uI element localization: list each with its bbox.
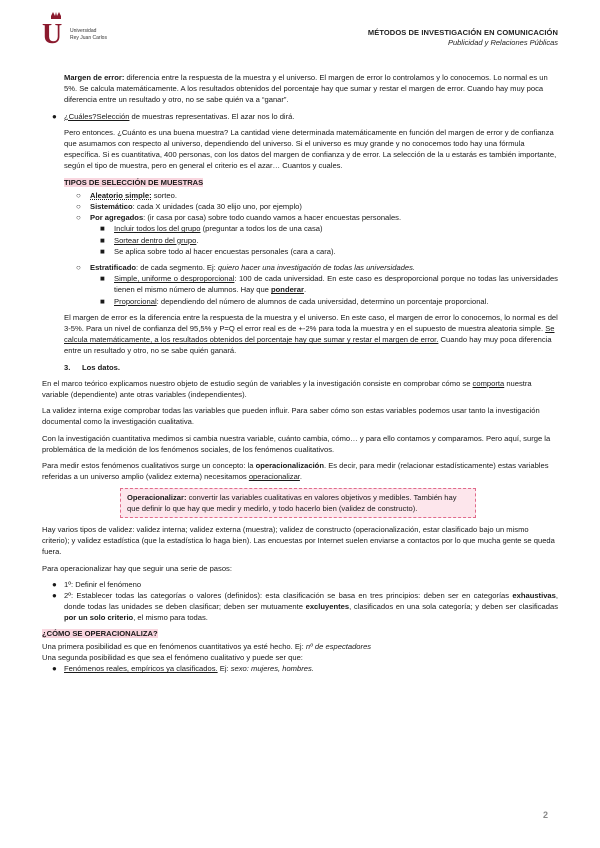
link-text[interactable]: ¿Cuáles?Selección <box>64 111 130 121</box>
paragraph: Hay varios tipos de validez: validez interna; validez externa (muestra); validez de constructo (operacionalización, estar clasificado bajo un mismo criterio); y validez estadística (que la estadística lo haga bien). Las encuestas por Internet suelen enviarse a contactos por lo que mucha gente se queda fuera. <box>42 524 555 557</box>
circle-bullet-icon: ○ <box>76 263 81 273</box>
margin-of-error-paragraph: Margen de error: diferencia entre la respuesta de la muestra y el universo. El margen de error lo controlamos y lo conocemos. Lo normal es un 5%. Se calcula matemáticamente. A los resultados obtenidos del porcentaje hay que sumar y restar el margen de error. Cuando hay muy poca diferencia entre un resultado y otro, no se sabe quién va a “ganar”. <box>64 73 548 105</box>
link-text[interactable]: Sortear dentro del grupo <box>114 235 197 245</box>
bullet-icon: ● <box>52 590 57 600</box>
circle-bullet-icon: ○ <box>76 202 81 212</box>
section-heading: ¿CÓMO SE OPERACIONALIZA? <box>42 628 158 638</box>
square-bullet-icon: ■ <box>100 274 105 284</box>
circle-bullet-icon: ○ <box>76 213 81 223</box>
list-item: ○ Por agregados: (ir casa por casa) sobre todo cuando vamos a hacer encuestas personales. <box>76 213 402 223</box>
definition-callout: Operacionalizar: convertir las variables cualitativas en valores objetivos y medibles. También hay que definir lo que hay que medir y medirlo, y todo hacerlo bien (validez de constructo). <box>120 488 476 518</box>
circle-bullet-icon: ○ <box>76 190 81 200</box>
paragraph: Una segunda posibilidad es que sea el fenómeno cualitativo y puede ser que: <box>42 652 303 662</box>
paragraph: En el marco teórico explicamos nuestro objeto de estudio según de variables y la investigación consiste en comprobar cómo se comporta nuestra variable (dependiente) ante otras variables (independientes). <box>42 378 532 400</box>
document-body <box>42 72 558 674</box>
list-item: ○ Sistemático: cada X unidades (cada 30 elijo uno, por ejemplo) <box>76 202 302 212</box>
bullet-icon: ● <box>52 579 57 589</box>
course-subtitle: Publicidad y Relaciones Públicas <box>447 38 558 47</box>
square-bullet-icon: ■ <box>100 246 105 256</box>
list-item: ■ Proporcional: dependiendo del número de alumnos de cada universidad, determino un porcentaje proporcional. <box>100 296 489 306</box>
list-item: ● 1º: Definir el fenómeno <box>52 579 142 589</box>
link-text[interactable]: Incluir todos los del grupo <box>114 224 201 234</box>
list-item: ● Fenómenos reales, empíricos ya clasificados. Ej: sexo: mujeres, hombres. <box>52 664 314 674</box>
page-number: 2 <box>542 810 548 820</box>
paragraph: Para medir estos fenómenos cualitativos surge un concepto: la operacionalización. Es decir, para medir (relacionar estadísticamente) estas variables referidas a un universo amplio (validez externa) necesitamos operacionalizar. <box>42 461 549 482</box>
paragraph: Para operacionalizar hay que seguir una serie de pasos: <box>42 563 232 573</box>
list-item: ■ Se aplica sobre todo al hacer encuestas personales (cara a cara). <box>100 246 336 256</box>
link-text[interactable]: Simple, uniforme o desproporcional <box>114 274 235 284</box>
list-item: ■ Simple, uniforme o desproporcional: 100 de cada universidad. En este caso es desproporcional porque no todas las universidades tienen el mismo número de alumnos. Hay que ponderar. <box>100 274 558 295</box>
square-bullet-icon: ■ <box>100 224 105 234</box>
square-bullet-icon: ■ <box>100 296 105 306</box>
paragraph: Una primera posibilidad es que en fenómenos cuantitativos ya esté hecho. Ej: nº de espectadores <box>42 641 372 651</box>
list-item: ○ Aleatorio simple: sorteo. <box>76 190 177 200</box>
bullet-icon: ● <box>52 664 57 674</box>
paragraph: Con la investigación cuantitativa medimos si cambia nuestra variable, cuánto cambia, cómo… y para ello contamos y comparamos. Pero aquí, surge la problemática de la medición de los fenómenos sociales, de los fenómenos cualitativos. <box>42 433 551 454</box>
link-text[interactable]: Fenómenos reales, empíricos ya clasificados. <box>64 664 218 674</box>
section-heading: 3. Los datos. <box>64 362 120 372</box>
sample-size-paragraph: Pero entonces. ¿Cuánto es una buena muestra? La cantidad viene determinada matemáticamente en función del margen de error y de confianza que asumamos con respecto al universo, dependiendo del universo. Si el universo es muy grande y no conocemos todo hay una fórmula específica. Si es cuantitativa, 400 personas, con los datos del margen de confianza y de error. La selección de la u estarás es también importante, según el tipo de muestra, pero en general el criterio es el azar… Cuantos y cuales. <box>64 127 557 171</box>
bullet-icon: ● <box>52 111 57 121</box>
course-title: MÉTODOS DE INVESTIGACIÓN EN COMUNICACIÓN <box>367 28 558 37</box>
list-item: ■ Incluir todos los del grupo (preguntar a todos los de una casa) <box>100 224 323 234</box>
logo-letter: U <box>42 19 63 50</box>
list-item: ○ Estratificado: de cada segmento. Ej: quiero hacer una investigación de todas las universidades. <box>76 263 416 273</box>
square-bullet-icon: ■ <box>100 235 105 245</box>
list-item: ● 2º: Establecer todas las categorías o valores (definidos): esta clasificación se basa en tres principios: deben ser en categorías exhaustivas, donde todas las unidades se deben clasificar; deben ser mutuamente excluyentes, clasificados en una sola categoría; y deben ser clasificadas por un solo criterio, el mismo para todas. <box>52 590 559 623</box>
list-item: ■ Sortear dentro del grupo. <box>100 235 199 245</box>
link-text[interactable]: Proporcional <box>114 296 157 306</box>
paragraph: La validez interna exige comprobar todas las variables que pueden influir. Para saber cómo son estas variables podemos usar tanto la investigación documental como la investigación cualitativa. <box>42 406 540 427</box>
list-item: ● ¿Cuáles?Selección de muestras representativas. El azar nos lo dirá. <box>52 111 295 121</box>
logo-text: Universidad Rey Juan Carlos <box>70 28 107 41</box>
margin-error-detail-paragraph: El margen de error es la diferencia entre la respuesta de la muestra y el universo. En este caso, el margen de error lo conocemos, lo normal es del 3-5%. Para un nivel de confianza del 95,5% y P=Q el error real es de +-2% para toda la muestra y en el supuesto de muestra aleatoria simple. Se calcula matemáticamente, a los resultados obtenidos del porcentaje hay que sumar y restar el margen de error. Cuando hay muy poca diferencia entre un resultado y otro, no se sabe quién ganará. <box>64 312 558 356</box>
section-heading: TIPOS DE SELECCIÓN DE MUESTRAS <box>64 177 204 187</box>
university-logo <box>42 12 122 50</box>
